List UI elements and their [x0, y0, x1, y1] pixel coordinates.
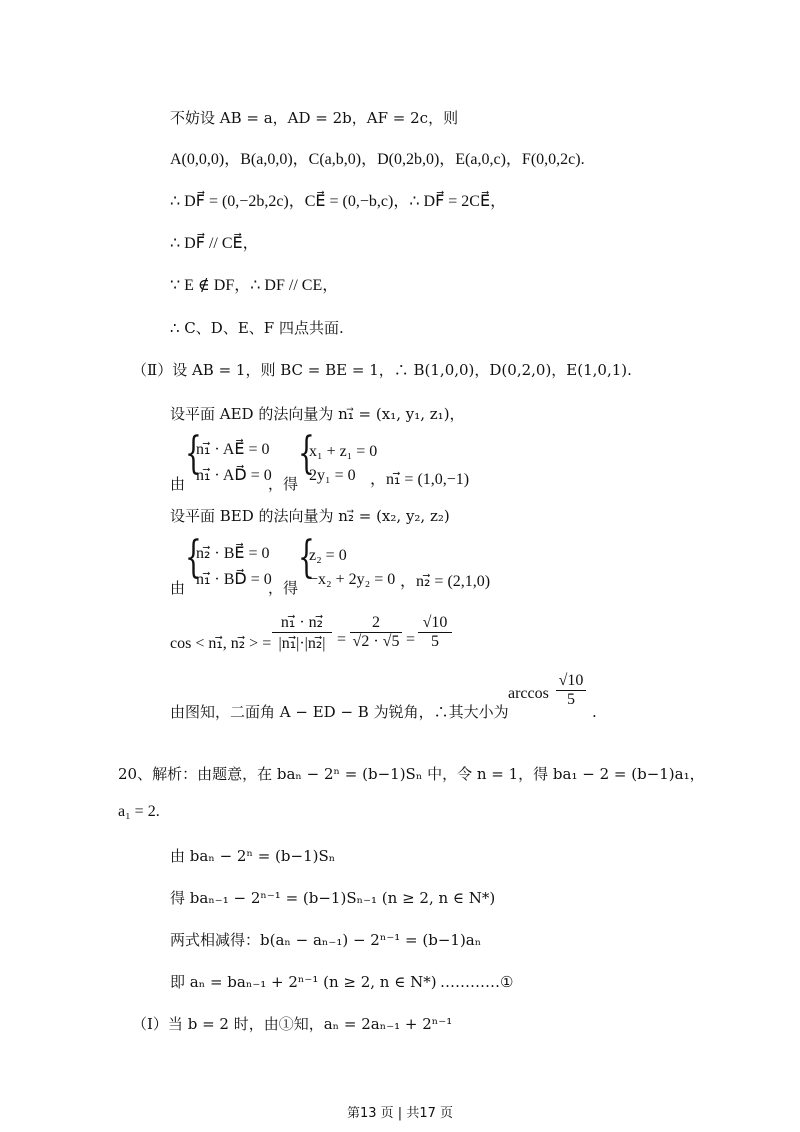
text-line-1: 不妨设 AB = a，AD = 2b，AF = 2c，则: [170, 109, 459, 127]
arccos-label: arccos: [508, 685, 549, 702]
cos-frac-2: [350, 614, 402, 651]
brace-right-1: {: [298, 428, 315, 479]
cos-frac-1: [272, 612, 332, 653]
cos-frac-1-num: n₁⃗ · n₂⃗: [272, 612, 332, 633]
eq-n2-result: ，n₂⃗ = (2,1,0): [400, 573, 491, 590]
eq-sys1b-row1: x₁ + z₁ = 0: [309, 443, 378, 460]
cos-frac-3-den: 5: [431, 633, 439, 650]
eq-sys2-row1: n₂⃗ · BE⃗ = 0: [196, 545, 270, 562]
text-line-4: ∴ DF⃗ // CE⃗，: [170, 235, 259, 252]
text-line-10: 设平面 BED 的法向量为 n₂⃗ = (x₂, y₂, z₂): [170, 507, 450, 525]
eq-n1-result: ，n₁⃗ = (1,0,−1): [370, 471, 470, 488]
arccos-frac: [556, 672, 586, 709]
eq-sys2b-row2: −x₂ + 2y₂ = 0: [309, 571, 396, 588]
text-line-2: A(0,0,0)，B(a,0,0)，C(a,b,0)，D(0,2b,0)，E(a,0,c)，F(0,0,2c).: [170, 151, 585, 168]
label-de-1: ，得: [268, 475, 299, 493]
page-footer: 第13 页 | 共17 页: [347, 1106, 453, 1121]
cos-frac-3-num: √10: [418, 614, 452, 633]
label-de-2: ，得: [268, 579, 299, 597]
cos-eq-2: =: [406, 631, 416, 648]
text-line-19: 即 aₙ = baₙ₋₁ + 2ⁿ⁻¹ (n ≥ 2, n ∈ N*): [170, 973, 437, 991]
brace-right-2: {: [298, 532, 315, 583]
text-line-14: 20、解析：由题意，在 baₙ − 2ⁿ = (b−1)Sₙ 中，令 n = 1，得 ba₁ − 2 = (b−1)a₁，: [118, 765, 705, 783]
eq-sys1-row2: n₁⃗ · AD⃗ = 0: [196, 467, 272, 484]
cos-frac-2-den: √2 · √5: [352, 633, 400, 650]
cos-eq-1: =: [337, 631, 347, 648]
text-line-8: 设平面 AED 的法向量为 n₁⃗ = (x₁, y₁, z₁)，: [170, 405, 465, 423]
text-line-18: 两式相减得：b(aₙ − aₙ₋₁) − 2ⁿ⁻¹ = (b−1)aₙ: [170, 931, 482, 949]
text-line-17: 得 baₙ₋₁ − 2ⁿ⁻¹ = (b−1)Sₙ₋₁ (n ≥ 2, n ∈ N*): [170, 889, 496, 907]
label-you-2: 由: [170, 579, 186, 597]
cos-frac-2-num: 2: [350, 614, 402, 633]
eq-sys1b-row2: 2y₁ = 0: [309, 467, 356, 484]
brace-left-1: {: [185, 428, 202, 479]
text-line-3: ∴ DF⃗ = (0,−2b,2c)，CE⃗ = (0,−b,c)，∴ DF⃗ = 2CE⃗，: [170, 193, 507, 210]
arccos-frac-num: √10: [556, 672, 586, 691]
cos-lhs: cos < n₁⃗, n₂⃗ > =: [170, 635, 272, 652]
text-line-5: ∵ E ∉ DF，∴ DF // CE，: [170, 277, 339, 294]
text-line-16: 由 baₙ − 2ⁿ = (b−1)Sₙ: [170, 847, 336, 865]
arccos-frac-den: 5: [567, 691, 575, 708]
brace-left-2: {: [185, 532, 202, 583]
arccos-dot: .: [592, 703, 597, 721]
label-you-1: 由: [170, 475, 186, 493]
text-line-7: （Ⅱ）设 AB = 1，则 BC = BE = 1，∴ B(1,0,0)，D(0,2,0)，E(1,0,1).: [132, 361, 632, 379]
text-line-15: a₁ = 2.: [118, 803, 160, 820]
eq-sys2-row2: n₁⃗ · BD⃗ = 0: [196, 571, 272, 588]
cos-frac-1-den: |n₁⃗|·|n₂⃗|: [278, 635, 326, 652]
text-line-13: 由图知，二面角 A − ED − B 为锐角，∴其大小为: [170, 703, 509, 721]
text-line-6: ∴ C、D、E、F 四点共面.: [170, 319, 344, 337]
cos-frac-3: [418, 614, 452, 651]
eq-sys2b-row1: z₂ = 0: [309, 547, 347, 564]
text-line-19-mark: …………①: [440, 973, 514, 991]
eq-sys1-row1: n₁⃗ · AE⃗ = 0: [196, 441, 270, 458]
text-line-20: （Ⅰ）当 b = 2 时，由①知，aₙ = 2aₙ₋₁ + 2ⁿ⁻¹: [132, 1015, 453, 1033]
